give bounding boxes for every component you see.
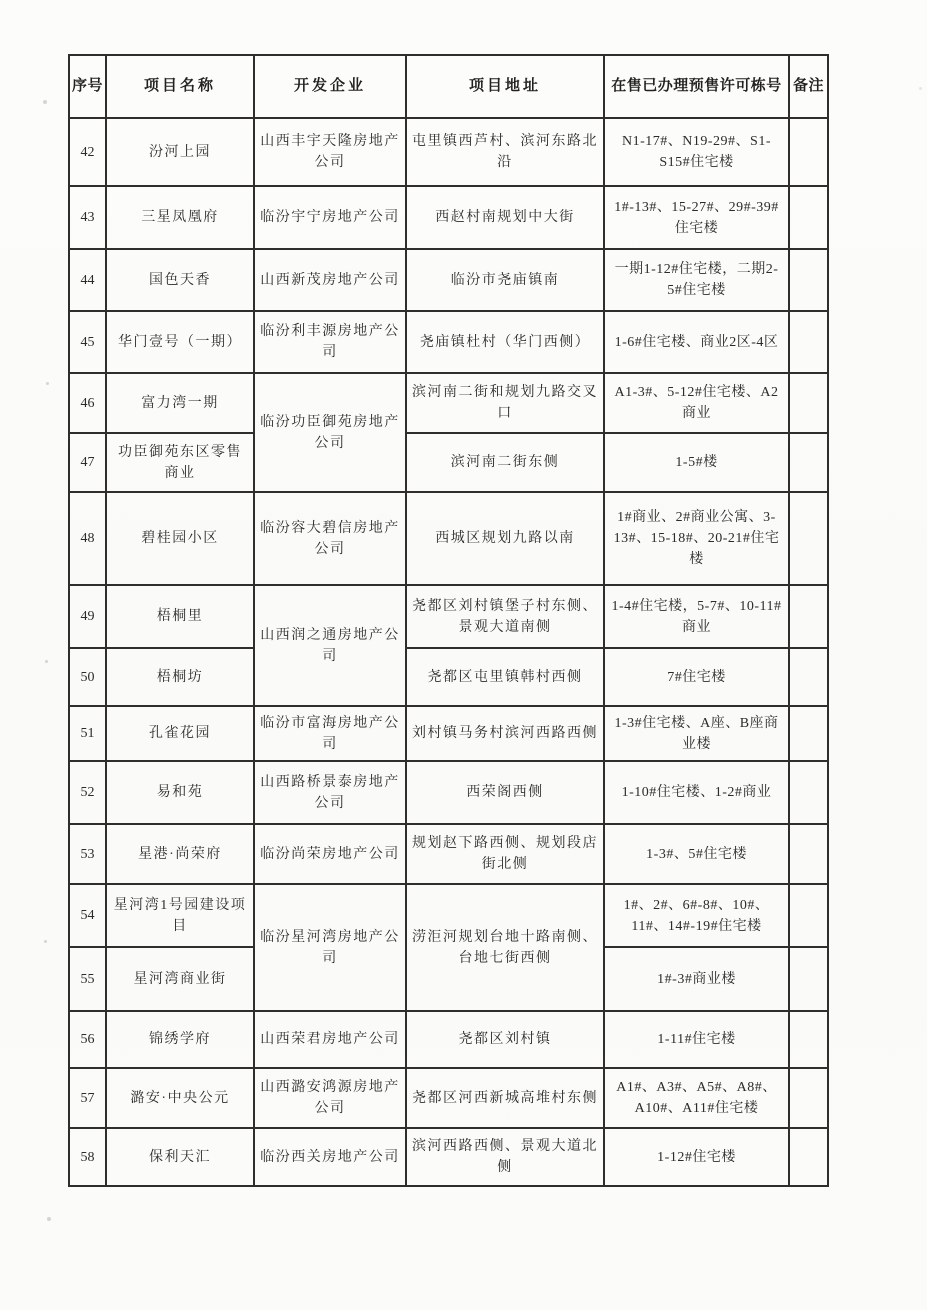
cell-serial: 44 bbox=[69, 249, 106, 311]
cell-serial: 51 bbox=[69, 706, 106, 761]
table-row bbox=[69, 706, 828, 761]
cell-remark bbox=[789, 884, 828, 947]
cell-serial: 42 bbox=[69, 118, 106, 186]
cell-serial: 53 bbox=[69, 824, 106, 884]
table-row bbox=[69, 1011, 828, 1068]
cell-project-name: 星河湾商业街 bbox=[106, 947, 254, 1011]
cell-project-name: 功臣御苑东区零售商业 bbox=[106, 433, 254, 492]
table-row bbox=[69, 824, 828, 884]
cell-address: 临汾市尧庙镇南 bbox=[406, 249, 604, 311]
table-row bbox=[69, 186, 828, 249]
cell-serial: 45 bbox=[69, 311, 106, 373]
cell-developer: 山西新茂房地产公司 bbox=[254, 249, 406, 311]
table-row bbox=[69, 1068, 828, 1128]
cell-developer: 临汾宇宁房地产公司 bbox=[254, 186, 406, 249]
cell-serial: 43 bbox=[69, 186, 106, 249]
cell-permit-buildings: 1#、2#、6#-8#、10#、11#、14#-19#住宅楼 bbox=[604, 884, 789, 947]
cell-serial: 58 bbox=[69, 1128, 106, 1186]
cell-permit-buildings: 1-4#住宅楼，5-7#、10-11#商业 bbox=[604, 585, 789, 648]
cell-remark bbox=[789, 311, 828, 373]
cell-project-name: 孔雀花园 bbox=[106, 706, 254, 761]
cell-serial: 47 bbox=[69, 433, 106, 492]
scan-speck bbox=[47, 1217, 51, 1221]
table-row bbox=[69, 648, 828, 706]
cell-project-name: 潞安·中央公元 bbox=[106, 1068, 254, 1128]
table-row bbox=[69, 433, 828, 492]
cell-permit-buildings: 1#商业、2#商业公寓、3-13#、15-18#、20-21#住宅楼 bbox=[604, 492, 789, 585]
cell-remark bbox=[789, 1011, 828, 1068]
cell-remark bbox=[789, 186, 828, 249]
cell-serial: 52 bbox=[69, 761, 106, 824]
cell-permit-buildings: N1-17#、N19-29#、S1-S15#住宅楼 bbox=[604, 118, 789, 186]
cell-permit-buildings: A1-3#、5-12#住宅楼、A2商业 bbox=[604, 373, 789, 433]
cell-permit-buildings: 1-12#住宅楼 bbox=[604, 1128, 789, 1186]
table-row bbox=[69, 249, 828, 311]
cell-project-name: 华门壹号（一期） bbox=[106, 311, 254, 373]
cell-developer: 临汾尚荣房地产公司 bbox=[254, 824, 406, 884]
cell-permit-buildings: 7#住宅楼 bbox=[604, 648, 789, 706]
cell-project-name: 碧桂园小区 bbox=[106, 492, 254, 585]
cell-project-name: 星河湾1号园建设项目 bbox=[106, 884, 254, 947]
cell-remark bbox=[789, 1068, 828, 1128]
cell-permit-buildings: 1-5#楼 bbox=[604, 433, 789, 492]
cell-permit-buildings: 1#-3#商业楼 bbox=[604, 947, 789, 1011]
cell-address: 西城区规划九路以南 bbox=[406, 492, 604, 585]
cell-serial: 49 bbox=[69, 585, 106, 648]
cell-address: 刘村镇马务村滨河西路西侧 bbox=[406, 706, 604, 761]
cell-permit-buildings: A1#、A3#、A5#、A8#、A10#、A11#住宅楼 bbox=[604, 1068, 789, 1128]
cell-remark bbox=[789, 824, 828, 884]
cell-project-name: 易和苑 bbox=[106, 761, 254, 824]
column-header-serial: 序号 bbox=[69, 55, 106, 118]
table-row bbox=[69, 311, 828, 373]
cell-developer: 临汾利丰源房地产公司 bbox=[254, 311, 406, 373]
cell-address: 尧都区屯里镇韩村西侧 bbox=[406, 648, 604, 706]
cell-remark bbox=[789, 118, 828, 186]
cell-remark bbox=[789, 947, 828, 1011]
cell-permit-buildings: 1-10#住宅楼、1-2#商业 bbox=[604, 761, 789, 824]
table-row bbox=[69, 118, 828, 186]
cell-developer: 山西润之通房地产公司 bbox=[254, 585, 406, 706]
cell-developer: 临汾西关房地产公司 bbox=[254, 1128, 406, 1186]
cell-project-name: 国色天香 bbox=[106, 249, 254, 311]
column-header-address: 项目地址 bbox=[406, 55, 604, 118]
cell-developer: 山西路桥景泰房地产公司 bbox=[254, 761, 406, 824]
cell-address: 滨河西路西侧、景观大道北侧 bbox=[406, 1128, 604, 1186]
cell-remark bbox=[789, 492, 828, 585]
cell-address: 西荣阁西侧 bbox=[406, 761, 604, 824]
cell-project-name: 星港·尚荣府 bbox=[106, 824, 254, 884]
cell-remark bbox=[789, 373, 828, 433]
cell-remark bbox=[789, 1128, 828, 1186]
cell-permit-buildings: 1-3#、5#住宅楼 bbox=[604, 824, 789, 884]
cell-remark bbox=[789, 648, 828, 706]
scan-speck bbox=[919, 87, 922, 90]
cell-address: 尧都区河西新城高堆村东侧 bbox=[406, 1068, 604, 1128]
cell-developer: 山西荣君房地产公司 bbox=[254, 1011, 406, 1068]
cell-remark bbox=[789, 585, 828, 648]
cell-permit-buildings: 1#-13#、15-27#、29#-39#住宅楼 bbox=[604, 186, 789, 249]
cell-remark bbox=[789, 761, 828, 824]
cell-remark bbox=[789, 433, 828, 492]
table-row bbox=[69, 492, 828, 585]
table-row bbox=[69, 373, 828, 433]
table-row bbox=[69, 884, 828, 947]
column-header-remark: 备注 bbox=[789, 55, 828, 118]
cell-project-name: 梧桐坊 bbox=[106, 648, 254, 706]
cell-address: 规划赵下路西侧、规划段店街北侧 bbox=[406, 824, 604, 884]
cell-project-name: 梧桐里 bbox=[106, 585, 254, 648]
column-header-developer: 开发企业 bbox=[254, 55, 406, 118]
cell-project-name: 保利天汇 bbox=[106, 1128, 254, 1186]
cell-serial: 56 bbox=[69, 1011, 106, 1068]
scan-speck bbox=[44, 940, 47, 943]
table-row bbox=[69, 585, 828, 648]
column-header-project: 项目名称 bbox=[106, 55, 254, 118]
scan-speck bbox=[43, 100, 47, 104]
cell-project-name: 富力湾一期 bbox=[106, 373, 254, 433]
table-row bbox=[69, 1128, 828, 1186]
cell-remark bbox=[789, 249, 828, 311]
cell-developer: 临汾容大碧信房地产公司 bbox=[254, 492, 406, 585]
cell-permit-buildings: 1-6#住宅楼、商业2区-4区 bbox=[604, 311, 789, 373]
cell-developer: 临汾功臣御苑房地产公司 bbox=[254, 373, 406, 492]
cell-permit-buildings: 1-3#住宅楼、A座、B座商业楼 bbox=[604, 706, 789, 761]
cell-address: 滨河南二街和规划九路交叉口 bbox=[406, 373, 604, 433]
scan-speck bbox=[46, 382, 49, 385]
cell-address: 涝洰河规划台地十路南侧、台地七街西侧 bbox=[406, 884, 604, 1011]
cell-project-name: 汾河上园 bbox=[106, 118, 254, 186]
cell-serial: 54 bbox=[69, 884, 106, 947]
cell-address: 尧都区刘村镇堡子村东侧、景观大道南侧 bbox=[406, 585, 604, 648]
cell-serial: 48 bbox=[69, 492, 106, 585]
cell-serial: 57 bbox=[69, 1068, 106, 1128]
cell-address: 尧庙镇杜村（华门西侧） bbox=[406, 311, 604, 373]
table-row bbox=[69, 761, 828, 824]
cell-developer: 临汾市富海房地产公司 bbox=[254, 706, 406, 761]
cell-address: 尧都区刘村镇 bbox=[406, 1011, 604, 1068]
cell-project-name: 锦绣学府 bbox=[106, 1011, 254, 1068]
projects-table bbox=[68, 54, 829, 1187]
header-row bbox=[69, 55, 828, 118]
cell-serial: 46 bbox=[69, 373, 106, 433]
scan-speck bbox=[45, 660, 48, 663]
cell-address: 屯里镇西芦村、滨河东路北沿 bbox=[406, 118, 604, 186]
cell-permit-buildings: 1-11#住宅楼 bbox=[604, 1011, 789, 1068]
cell-address: 滨河南二街东侧 bbox=[406, 433, 604, 492]
cell-developer: 临汾星河湾房地产公司 bbox=[254, 884, 406, 1011]
column-header-permits: 在售已办理预售许可栋号 bbox=[604, 55, 789, 118]
cell-project-name: 三星凤凰府 bbox=[106, 186, 254, 249]
cell-serial: 50 bbox=[69, 648, 106, 706]
cell-permit-buildings: 一期1-12#住宅楼，二期2-5#住宅楼 bbox=[604, 249, 789, 311]
cell-developer: 山西丰宇天隆房地产公司 bbox=[254, 118, 406, 186]
cell-address: 西赵村南规划中大街 bbox=[406, 186, 604, 249]
cell-serial: 55 bbox=[69, 947, 106, 1011]
cell-developer: 山西潞安鸿源房地产公司 bbox=[254, 1068, 406, 1128]
cell-remark bbox=[789, 706, 828, 761]
